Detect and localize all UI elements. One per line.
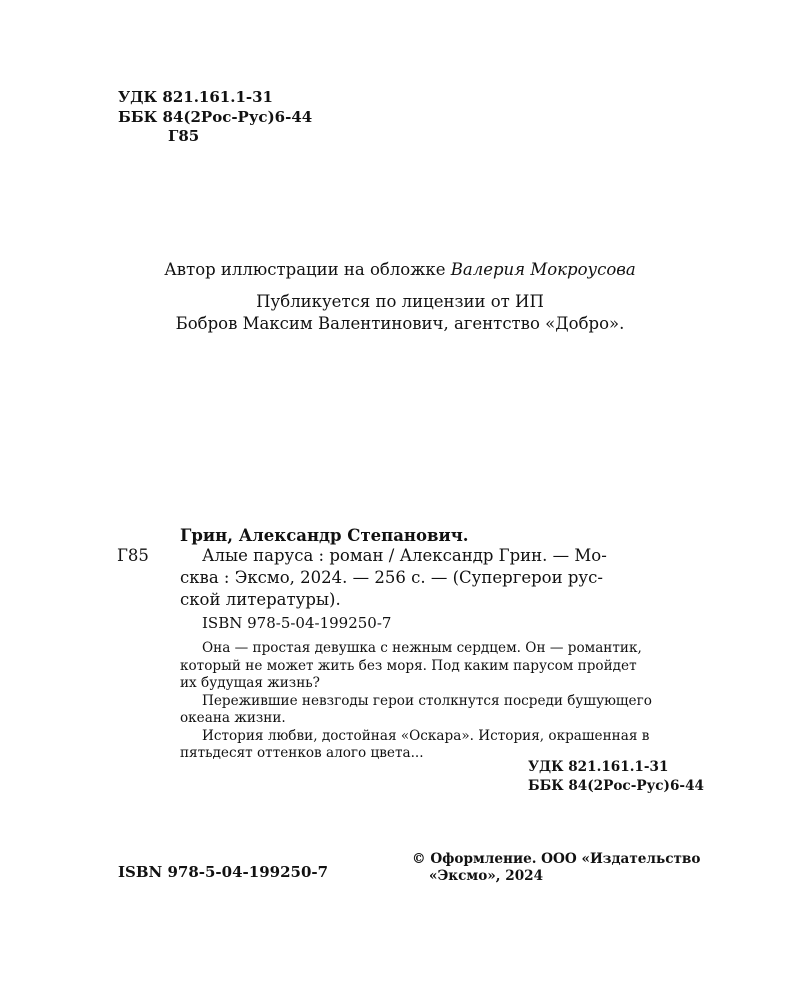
card-cipher: Г85: [117, 546, 149, 565]
card-desc-line: ской литературы).: [180, 590, 341, 609]
annotation-line: Пережившие невзгоды герои столкнутся посреди бушующего: [202, 692, 652, 709]
annotation-line: Она — простая девушка с нежным сердцем. Он — романтик,: [202, 640, 642, 656]
author-cipher: Г85: [168, 127, 200, 145]
annotation-line: который не может жить без моря. Под каким парусом пройдет: [180, 657, 637, 674]
copyright-notice: [412, 851, 700, 885]
udk-code: УДК 821.161.1-31: [118, 88, 273, 106]
annotation-line: История любви, достойная «Оскара». История, окрашенная в: [202, 727, 650, 744]
card-desc-line: сква : Эксмо, 2024. — 256 с. — (Супергерои рус-: [180, 568, 603, 587]
credits-block: [0, 259, 800, 335]
card-udk-code: УДК 821.161.1-31: [528, 759, 669, 775]
illustrator-name: Валерия Мокроусова: [450, 260, 636, 279]
footer-isbn: ISBN 978-5-04-199250-7: [118, 863, 329, 881]
illustrator-prefix: Автор иллюстрации на обложке: [164, 260, 446, 279]
card-bbk-code: ББК 84(2Рос-Рус)6-44: [528, 778, 704, 794]
card-isbn: ISBN 978-5-04-199250-7: [202, 614, 392, 632]
illustrator-credit: [0, 259, 800, 281]
annotation-line: их будущая жизнь?: [180, 675, 320, 691]
card-description: [180, 545, 607, 611]
card-author: Грин, Александр Степанович.: [180, 526, 469, 545]
card-desc-line: Алые паруса : роман / Александр Грин. — Мо-: [202, 546, 607, 565]
annotation-line: пятьдесят оттенков алого цвета...: [180, 745, 424, 761]
top-classification-block: [118, 88, 312, 147]
copyright-line-2: «Эксмо», 2024: [429, 868, 544, 884]
bbk-code: ББК 84(2Рос-Рус)6-44: [118, 107, 313, 126]
annotation: [180, 640, 720, 763]
copyright-line-1: © Оформление. ООО «Издательство: [412, 851, 701, 867]
license-line-1: Публикуется по лицензии от ИП: [256, 292, 544, 311]
card-classification-block: [528, 758, 704, 796]
annotation-line: океана жизни.: [180, 710, 286, 726]
license-line-2: Бобров Максим Валентинович, агентство «Добро».: [175, 314, 625, 333]
